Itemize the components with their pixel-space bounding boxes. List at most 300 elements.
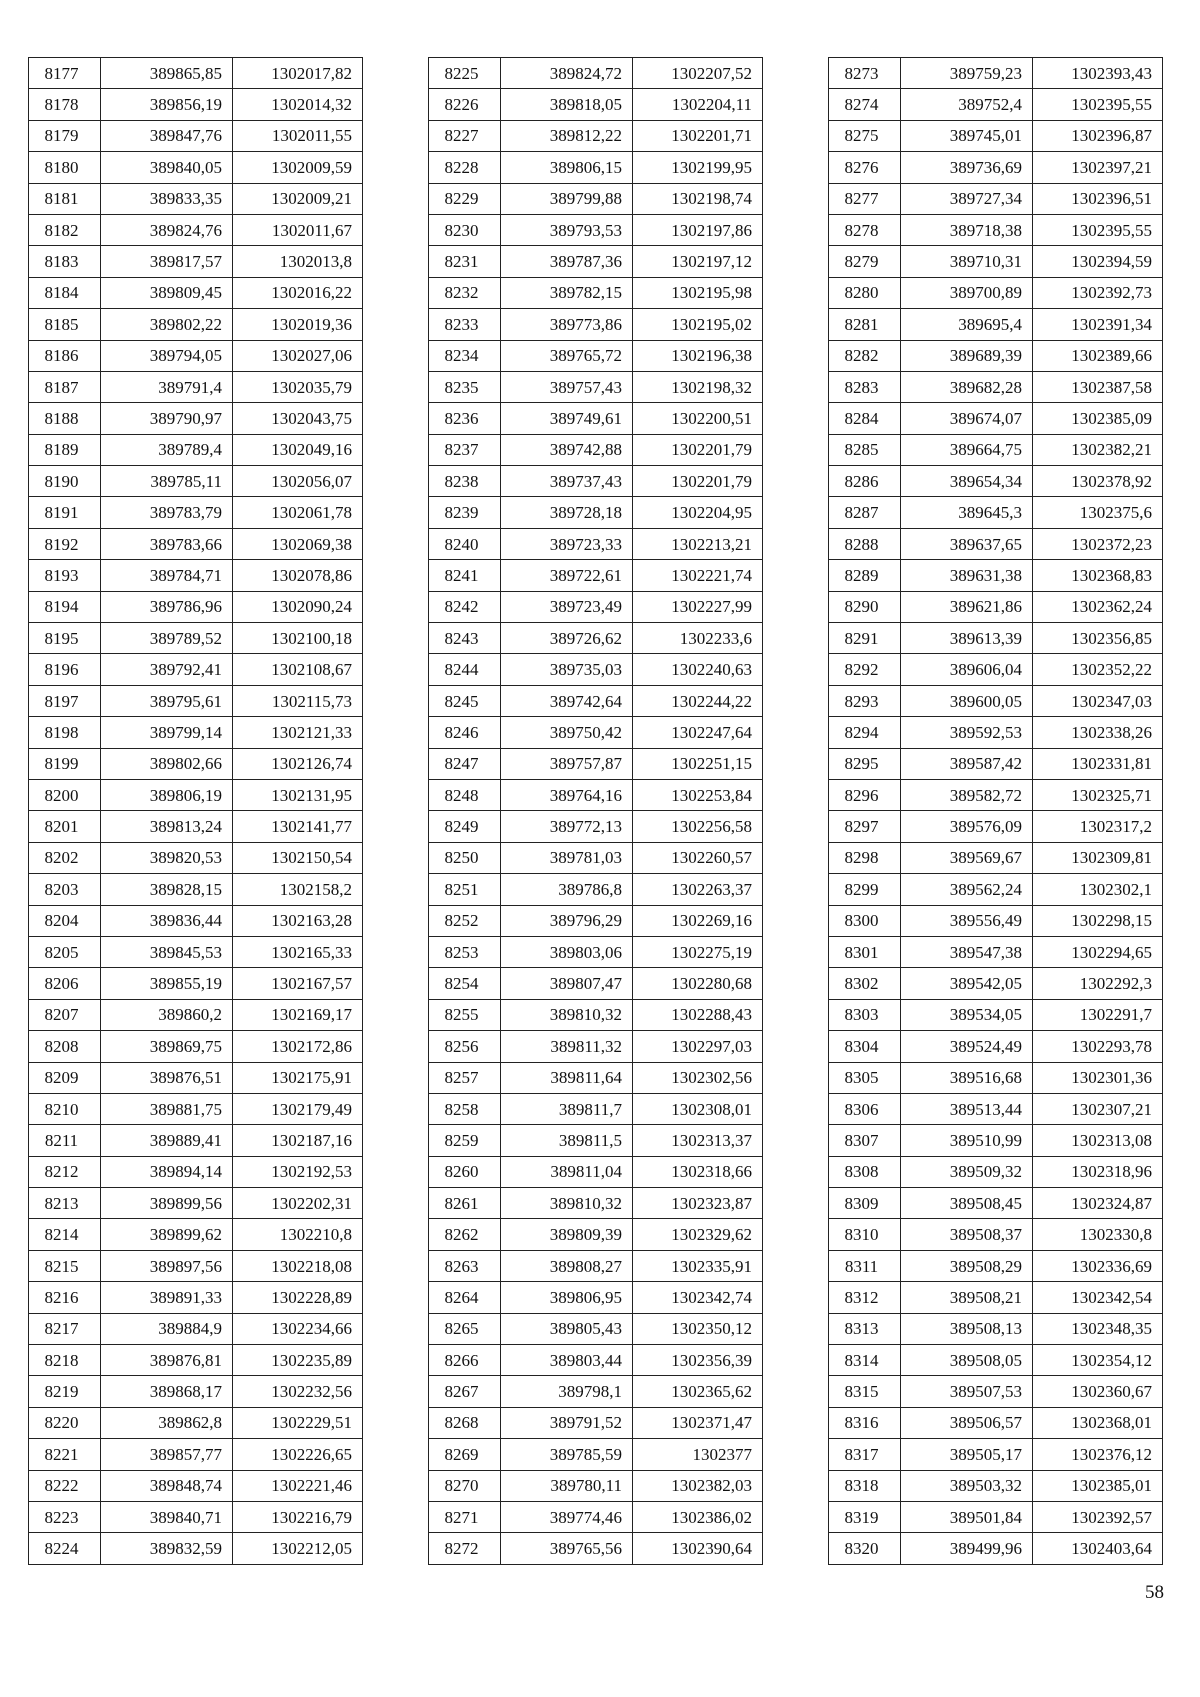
y-coordinate-cell: 1302393,43 bbox=[1033, 58, 1163, 89]
table-row bbox=[29, 466, 363, 497]
x-coordinate-cell: 389505,17 bbox=[901, 1439, 1033, 1470]
point-number-cell: 8193 bbox=[29, 560, 101, 591]
x-coordinate-cell: 389682,28 bbox=[901, 371, 1033, 402]
x-coordinate-cell: 389836,44 bbox=[101, 905, 233, 936]
point-number-cell: 8312 bbox=[829, 1282, 901, 1313]
table-row bbox=[429, 89, 763, 120]
y-coordinate-cell: 1302226,65 bbox=[233, 1439, 363, 1470]
table-row bbox=[429, 340, 763, 371]
y-coordinate-cell: 1302078,86 bbox=[233, 560, 363, 591]
table-row bbox=[429, 1470, 763, 1501]
point-number-cell: 8266 bbox=[429, 1345, 501, 1376]
y-coordinate-cell: 1302232,56 bbox=[233, 1376, 363, 1407]
point-number-cell: 8248 bbox=[429, 779, 501, 810]
x-coordinate-cell: 389795,61 bbox=[101, 685, 233, 716]
x-coordinate-cell: 389774,46 bbox=[501, 1501, 633, 1532]
point-number-cell: 8268 bbox=[429, 1407, 501, 1438]
y-coordinate-cell: 1302175,91 bbox=[233, 1062, 363, 1093]
point-number-cell: 8307 bbox=[829, 1125, 901, 1156]
point-number-cell: 8277 bbox=[829, 183, 901, 214]
point-number-cell: 8302 bbox=[829, 968, 901, 999]
point-number-cell: 8319 bbox=[829, 1501, 901, 1532]
x-coordinate-cell: 389765,56 bbox=[501, 1533, 633, 1564]
table-row bbox=[829, 466, 1163, 497]
point-number-cell: 8295 bbox=[829, 748, 901, 779]
y-coordinate-cell: 1302069,38 bbox=[233, 528, 363, 559]
x-coordinate-cell: 389796,29 bbox=[501, 905, 633, 936]
y-coordinate-cell: 1302141,77 bbox=[233, 811, 363, 842]
table-row bbox=[829, 654, 1163, 685]
x-coordinate-cell: 389807,47 bbox=[501, 968, 633, 999]
table-row bbox=[829, 717, 1163, 748]
point-number-cell: 8206 bbox=[29, 968, 101, 999]
table-row bbox=[829, 309, 1163, 340]
table-row bbox=[29, 309, 363, 340]
x-coordinate-cell: 389592,53 bbox=[901, 717, 1033, 748]
y-coordinate-cell: 1302198,74 bbox=[633, 183, 763, 214]
y-coordinate-cell: 1302251,15 bbox=[633, 748, 763, 779]
y-coordinate-cell: 1302309,81 bbox=[1033, 842, 1163, 873]
x-coordinate-cell: 389742,64 bbox=[501, 685, 633, 716]
point-number-cell: 8216 bbox=[29, 1282, 101, 1313]
table-row bbox=[429, 497, 763, 528]
point-number-cell: 8269 bbox=[429, 1439, 501, 1470]
x-coordinate-cell: 389508,29 bbox=[901, 1250, 1033, 1281]
y-coordinate-cell: 1302368,01 bbox=[1033, 1407, 1163, 1438]
x-coordinate-cell: 389700,89 bbox=[901, 277, 1033, 308]
table-row bbox=[429, 371, 763, 402]
page-number: 58 bbox=[1145, 1582, 1164, 1603]
y-coordinate-cell: 1302376,12 bbox=[1033, 1439, 1163, 1470]
table-row bbox=[429, 591, 763, 622]
x-coordinate-cell: 389757,87 bbox=[501, 748, 633, 779]
y-coordinate-cell: 1302121,33 bbox=[233, 717, 363, 748]
y-coordinate-cell: 1302348,35 bbox=[1033, 1313, 1163, 1344]
x-coordinate-cell: 389645,3 bbox=[901, 497, 1033, 528]
table-row bbox=[429, 560, 763, 591]
x-coordinate-cell: 389772,13 bbox=[501, 811, 633, 842]
table-row bbox=[429, 403, 763, 434]
table-row bbox=[29, 685, 363, 716]
y-coordinate-cell: 1302342,74 bbox=[633, 1282, 763, 1313]
x-coordinate-cell: 389506,57 bbox=[901, 1407, 1033, 1438]
point-number-cell: 8190 bbox=[29, 466, 101, 497]
table-row bbox=[829, 89, 1163, 120]
y-coordinate-cell: 1302394,59 bbox=[1033, 246, 1163, 277]
y-coordinate-cell: 1302362,24 bbox=[1033, 591, 1163, 622]
y-coordinate-cell: 1302187,16 bbox=[233, 1125, 363, 1156]
x-coordinate-cell: 389806,15 bbox=[501, 152, 633, 183]
point-number-cell: 8223 bbox=[29, 1501, 101, 1532]
table-row bbox=[29, 214, 363, 245]
y-coordinate-cell: 1302195,02 bbox=[633, 309, 763, 340]
x-coordinate-cell: 389811,7 bbox=[501, 1093, 633, 1124]
x-coordinate-cell: 389899,62 bbox=[101, 1219, 233, 1250]
y-coordinate-cell: 1302313,08 bbox=[1033, 1125, 1163, 1156]
y-coordinate-cell: 1302301,36 bbox=[1033, 1062, 1163, 1093]
x-coordinate-cell: 389750,42 bbox=[501, 717, 633, 748]
table-row bbox=[829, 1439, 1163, 1470]
y-coordinate-cell: 1302216,79 bbox=[233, 1501, 363, 1532]
point-number-cell: 8275 bbox=[829, 120, 901, 151]
table-row bbox=[829, 1031, 1163, 1062]
point-number-cell: 8315 bbox=[829, 1376, 901, 1407]
table-row bbox=[429, 528, 763, 559]
table-row bbox=[829, 371, 1163, 402]
x-coordinate-cell: 389786,96 bbox=[101, 591, 233, 622]
x-coordinate-cell: 389509,32 bbox=[901, 1156, 1033, 1187]
table-row bbox=[829, 120, 1163, 151]
point-number-cell: 8303 bbox=[829, 999, 901, 1030]
y-coordinate-cell: 1302396,51 bbox=[1033, 183, 1163, 214]
coordinate-table-3 bbox=[828, 57, 1163, 1565]
x-coordinate-cell: 389637,65 bbox=[901, 528, 1033, 559]
point-number-cell: 8239 bbox=[429, 497, 501, 528]
point-number-cell: 8238 bbox=[429, 466, 501, 497]
y-coordinate-cell: 1302207,52 bbox=[633, 58, 763, 89]
point-number-cell: 8300 bbox=[829, 905, 901, 936]
x-coordinate-cell: 389805,43 bbox=[501, 1313, 633, 1344]
table-row bbox=[29, 1345, 363, 1376]
y-coordinate-cell: 1302201,71 bbox=[633, 120, 763, 151]
point-number-cell: 8298 bbox=[829, 842, 901, 873]
x-coordinate-cell: 389792,41 bbox=[101, 654, 233, 685]
x-coordinate-cell: 389780,11 bbox=[501, 1470, 633, 1501]
point-number-cell: 8232 bbox=[429, 277, 501, 308]
point-number-cell: 8197 bbox=[29, 685, 101, 716]
y-coordinate-cell: 1302014,32 bbox=[233, 89, 363, 120]
table-row bbox=[429, 936, 763, 967]
point-number-cell: 8221 bbox=[29, 1439, 101, 1470]
y-coordinate-cell: 1302234,66 bbox=[233, 1313, 363, 1344]
point-number-cell: 8225 bbox=[429, 58, 501, 89]
x-coordinate-cell: 389783,79 bbox=[101, 497, 233, 528]
point-number-cell: 8271 bbox=[429, 1501, 501, 1532]
x-coordinate-cell: 389889,41 bbox=[101, 1125, 233, 1156]
table-row bbox=[429, 905, 763, 936]
y-coordinate-cell: 1302356,85 bbox=[1033, 623, 1163, 654]
y-coordinate-cell: 1302302,56 bbox=[633, 1062, 763, 1093]
table-row bbox=[829, 811, 1163, 842]
point-number-cell: 8308 bbox=[829, 1156, 901, 1187]
table-row bbox=[829, 685, 1163, 716]
table-row bbox=[29, 1188, 363, 1219]
x-coordinate-cell: 389510,99 bbox=[901, 1125, 1033, 1156]
table-row bbox=[29, 340, 363, 371]
x-coordinate-cell: 389881,75 bbox=[101, 1093, 233, 1124]
table-row bbox=[829, 999, 1163, 1030]
y-coordinate-cell: 1302197,12 bbox=[633, 246, 763, 277]
point-number-cell: 8208 bbox=[29, 1031, 101, 1062]
point-number-cell: 8291 bbox=[829, 623, 901, 654]
table-row bbox=[429, 246, 763, 277]
y-coordinate-cell: 1302201,79 bbox=[633, 466, 763, 497]
x-coordinate-cell: 389810,32 bbox=[501, 999, 633, 1030]
point-number-cell: 8194 bbox=[29, 591, 101, 622]
table-row bbox=[829, 214, 1163, 245]
x-coordinate-cell: 389764,16 bbox=[501, 779, 633, 810]
point-number-cell: 8290 bbox=[829, 591, 901, 622]
table-row bbox=[829, 623, 1163, 654]
table-row bbox=[829, 1219, 1163, 1250]
x-coordinate-cell: 389621,86 bbox=[901, 591, 1033, 622]
table-row bbox=[29, 1533, 363, 1564]
x-coordinate-cell: 389516,68 bbox=[901, 1062, 1033, 1093]
x-coordinate-cell: 389833,35 bbox=[101, 183, 233, 214]
y-coordinate-cell: 1302396,87 bbox=[1033, 120, 1163, 151]
table-row bbox=[429, 58, 763, 89]
y-coordinate-cell: 1302240,63 bbox=[633, 654, 763, 685]
y-coordinate-cell: 1302126,74 bbox=[233, 748, 363, 779]
x-coordinate-cell: 389757,43 bbox=[501, 371, 633, 402]
table-row bbox=[429, 1219, 763, 1250]
point-number-cell: 8267 bbox=[429, 1376, 501, 1407]
table-row bbox=[29, 874, 363, 905]
table-row bbox=[29, 246, 363, 277]
point-number-cell: 8283 bbox=[829, 371, 901, 402]
point-number-cell: 8205 bbox=[29, 936, 101, 967]
y-coordinate-cell: 1302389,66 bbox=[1033, 340, 1163, 371]
y-coordinate-cell: 1302163,28 bbox=[233, 905, 363, 936]
table-row bbox=[829, 842, 1163, 873]
table-row bbox=[829, 936, 1163, 967]
y-coordinate-cell: 1302019,36 bbox=[233, 309, 363, 340]
table-row bbox=[429, 1156, 763, 1187]
table-row bbox=[29, 152, 363, 183]
y-coordinate-cell: 1302027,06 bbox=[233, 340, 363, 371]
x-coordinate-cell: 389789,52 bbox=[101, 623, 233, 654]
table-row bbox=[829, 1533, 1163, 1564]
y-coordinate-cell: 1302354,12 bbox=[1033, 1345, 1163, 1376]
point-number-cell: 8276 bbox=[829, 152, 901, 183]
table-row bbox=[29, 560, 363, 591]
y-coordinate-cell: 1302192,53 bbox=[233, 1156, 363, 1187]
point-number-cell: 8284 bbox=[829, 403, 901, 434]
y-coordinate-cell: 1302307,21 bbox=[1033, 1093, 1163, 1124]
table-row bbox=[29, 748, 363, 779]
coordinate-table-1 bbox=[28, 57, 363, 1565]
table-row bbox=[429, 779, 763, 810]
y-coordinate-cell: 1302329,62 bbox=[633, 1219, 763, 1250]
x-coordinate-cell: 389803,06 bbox=[501, 936, 633, 967]
point-number-cell: 8263 bbox=[429, 1250, 501, 1281]
x-coordinate-cell: 389862,8 bbox=[101, 1407, 233, 1438]
table-row bbox=[29, 811, 363, 842]
table-row bbox=[829, 1250, 1163, 1281]
x-coordinate-cell: 389664,75 bbox=[901, 434, 1033, 465]
x-coordinate-cell: 389810,32 bbox=[501, 1188, 633, 1219]
y-coordinate-cell: 1302397,21 bbox=[1033, 152, 1163, 183]
point-number-cell: 8196 bbox=[29, 654, 101, 685]
x-coordinate-cell: 389799,14 bbox=[101, 717, 233, 748]
x-coordinate-cell: 389562,24 bbox=[901, 874, 1033, 905]
y-coordinate-cell: 1302218,08 bbox=[233, 1250, 363, 1281]
x-coordinate-cell: 389773,86 bbox=[501, 309, 633, 340]
point-number-cell: 8251 bbox=[429, 874, 501, 905]
x-coordinate-cell: 389876,51 bbox=[101, 1062, 233, 1093]
x-coordinate-cell: 389727,34 bbox=[901, 183, 1033, 214]
x-coordinate-cell: 389542,05 bbox=[901, 968, 1033, 999]
x-coordinate-cell: 389547,38 bbox=[901, 936, 1033, 967]
point-number-cell: 8236 bbox=[429, 403, 501, 434]
point-number-cell: 8250 bbox=[429, 842, 501, 873]
x-coordinate-cell: 389817,57 bbox=[101, 246, 233, 277]
point-number-cell: 8230 bbox=[429, 214, 501, 245]
x-coordinate-cell: 389857,77 bbox=[101, 1439, 233, 1470]
point-number-cell: 8285 bbox=[829, 434, 901, 465]
point-number-cell: 8188 bbox=[29, 403, 101, 434]
table-row bbox=[829, 183, 1163, 214]
table-row bbox=[429, 1062, 763, 1093]
y-coordinate-cell: 1302198,32 bbox=[633, 371, 763, 402]
x-coordinate-cell: 389722,61 bbox=[501, 560, 633, 591]
point-number-cell: 8187 bbox=[29, 371, 101, 402]
x-coordinate-cell: 389499,96 bbox=[901, 1533, 1033, 1564]
point-number-cell: 8258 bbox=[429, 1093, 501, 1124]
table-row bbox=[829, 748, 1163, 779]
point-number-cell: 8210 bbox=[29, 1093, 101, 1124]
point-number-cell: 8178 bbox=[29, 89, 101, 120]
table-row bbox=[29, 277, 363, 308]
table-row bbox=[29, 1407, 363, 1438]
point-number-cell: 8311 bbox=[829, 1250, 901, 1281]
x-coordinate-cell: 389848,74 bbox=[101, 1470, 233, 1501]
point-number-cell: 8241 bbox=[429, 560, 501, 591]
point-number-cell: 8292 bbox=[829, 654, 901, 685]
point-number-cell: 8215 bbox=[29, 1250, 101, 1281]
x-coordinate-cell: 389799,88 bbox=[501, 183, 633, 214]
y-coordinate-cell: 1302009,21 bbox=[233, 183, 363, 214]
x-coordinate-cell: 389802,22 bbox=[101, 309, 233, 340]
point-number-cell: 8314 bbox=[829, 1345, 901, 1376]
table-row bbox=[829, 58, 1163, 89]
table-row bbox=[429, 1031, 763, 1062]
x-coordinate-cell: 389784,71 bbox=[101, 560, 233, 591]
point-number-cell: 8220 bbox=[29, 1407, 101, 1438]
x-coordinate-cell: 389832,59 bbox=[101, 1533, 233, 1564]
x-coordinate-cell: 389789,4 bbox=[101, 434, 233, 465]
x-coordinate-cell: 389809,45 bbox=[101, 277, 233, 308]
x-coordinate-cell: 389794,05 bbox=[101, 340, 233, 371]
table-row bbox=[829, 591, 1163, 622]
x-coordinate-cell: 389811,04 bbox=[501, 1156, 633, 1187]
x-coordinate-cell: 389847,76 bbox=[101, 120, 233, 151]
table-row bbox=[429, 1093, 763, 1124]
table-row bbox=[429, 1533, 763, 1564]
point-number-cell: 8243 bbox=[429, 623, 501, 654]
x-coordinate-cell: 389865,85 bbox=[101, 58, 233, 89]
point-number-cell: 8214 bbox=[29, 1219, 101, 1250]
table-row bbox=[429, 183, 763, 214]
table-row bbox=[829, 246, 1163, 277]
x-coordinate-cell: 389689,39 bbox=[901, 340, 1033, 371]
x-coordinate-cell: 389899,56 bbox=[101, 1188, 233, 1219]
point-number-cell: 8199 bbox=[29, 748, 101, 779]
y-coordinate-cell: 1302228,89 bbox=[233, 1282, 363, 1313]
point-number-cell: 8309 bbox=[829, 1188, 901, 1219]
y-coordinate-cell: 1302200,51 bbox=[633, 403, 763, 434]
point-number-cell: 8185 bbox=[29, 309, 101, 340]
y-coordinate-cell: 1302009,59 bbox=[233, 152, 363, 183]
x-coordinate-cell: 389576,09 bbox=[901, 811, 1033, 842]
y-coordinate-cell: 1302325,71 bbox=[1033, 779, 1163, 810]
point-number-cell: 8213 bbox=[29, 1188, 101, 1219]
x-coordinate-cell: 389534,05 bbox=[901, 999, 1033, 1030]
x-coordinate-cell: 389818,05 bbox=[501, 89, 633, 120]
point-number-cell: 8299 bbox=[829, 874, 901, 905]
table-row bbox=[829, 277, 1163, 308]
point-number-cell: 8306 bbox=[829, 1093, 901, 1124]
table-row bbox=[429, 1125, 763, 1156]
point-number-cell: 8246 bbox=[429, 717, 501, 748]
x-coordinate-cell: 389860,2 bbox=[101, 999, 233, 1030]
y-coordinate-cell: 1302043,75 bbox=[233, 403, 363, 434]
point-number-cell: 8293 bbox=[829, 685, 901, 716]
table-row bbox=[29, 591, 363, 622]
x-coordinate-cell: 389508,05 bbox=[901, 1345, 1033, 1376]
x-coordinate-cell: 389855,19 bbox=[101, 968, 233, 999]
point-number-cell: 8255 bbox=[429, 999, 501, 1030]
table-row bbox=[829, 528, 1163, 559]
table-row bbox=[429, 1407, 763, 1438]
y-coordinate-cell: 1302323,87 bbox=[633, 1188, 763, 1219]
y-coordinate-cell: 1302204,11 bbox=[633, 89, 763, 120]
x-coordinate-cell: 389742,88 bbox=[501, 434, 633, 465]
y-coordinate-cell: 1302269,16 bbox=[633, 905, 763, 936]
y-coordinate-cell: 1302347,03 bbox=[1033, 685, 1163, 716]
x-coordinate-cell: 389845,53 bbox=[101, 936, 233, 967]
table-row bbox=[429, 1250, 763, 1281]
point-number-cell: 8177 bbox=[29, 58, 101, 89]
table-row bbox=[29, 717, 363, 748]
table-row bbox=[829, 1188, 1163, 1219]
point-number-cell: 8316 bbox=[829, 1407, 901, 1438]
y-coordinate-cell: 1302202,31 bbox=[233, 1188, 363, 1219]
table-row bbox=[829, 1156, 1163, 1187]
x-coordinate-cell: 389695,4 bbox=[901, 309, 1033, 340]
table-row bbox=[829, 560, 1163, 591]
x-coordinate-cell: 389735,03 bbox=[501, 654, 633, 685]
x-coordinate-cell: 389723,33 bbox=[501, 528, 633, 559]
x-coordinate-cell: 389718,38 bbox=[901, 214, 1033, 245]
x-coordinate-cell: 389606,04 bbox=[901, 654, 1033, 685]
x-coordinate-cell: 389802,66 bbox=[101, 748, 233, 779]
coordinate-table-2 bbox=[428, 57, 763, 1565]
x-coordinate-cell: 389876,81 bbox=[101, 1345, 233, 1376]
point-number-cell: 8305 bbox=[829, 1062, 901, 1093]
point-number-cell: 8245 bbox=[429, 685, 501, 716]
table-row bbox=[29, 1093, 363, 1124]
y-coordinate-cell: 1302197,86 bbox=[633, 214, 763, 245]
point-number-cell: 8289 bbox=[829, 560, 901, 591]
y-coordinate-cell: 1302308,01 bbox=[633, 1093, 763, 1124]
point-number-cell: 8260 bbox=[429, 1156, 501, 1187]
y-coordinate-cell: 1302227,99 bbox=[633, 591, 763, 622]
x-coordinate-cell: 389793,53 bbox=[501, 214, 633, 245]
table-row bbox=[29, 1470, 363, 1501]
x-coordinate-cell: 389812,22 bbox=[501, 120, 633, 151]
table-row bbox=[29, 434, 363, 465]
y-coordinate-cell: 1302280,68 bbox=[633, 968, 763, 999]
table-row bbox=[829, 779, 1163, 810]
table-row bbox=[429, 120, 763, 151]
point-number-cell: 8189 bbox=[29, 434, 101, 465]
table-row bbox=[429, 748, 763, 779]
y-coordinate-cell: 1302221,74 bbox=[633, 560, 763, 591]
y-coordinate-cell: 1302292,3 bbox=[1033, 968, 1163, 999]
table-row bbox=[29, 1282, 363, 1313]
table-row bbox=[429, 277, 763, 308]
